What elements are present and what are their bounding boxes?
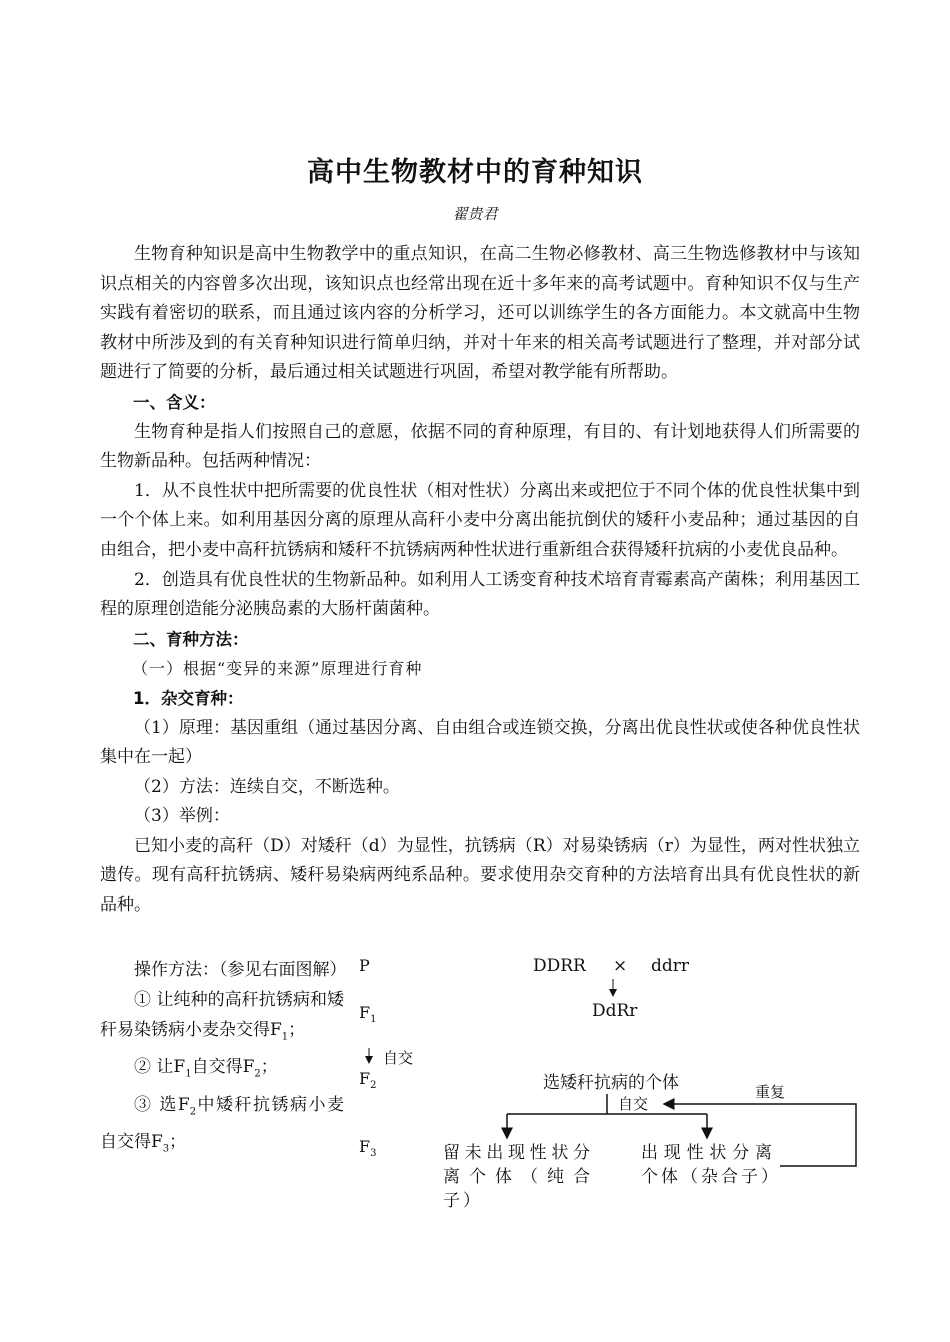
method-paragraph: （2）方法：连续自交，不断选种。 (134, 776, 400, 797)
generation-label-f3: $F_3$ (359, 1137, 377, 1160)
select-dwarf-resistant: 选矮秆抗病的个体 (543, 1073, 679, 1093)
document-author: 翟贵君 (452, 205, 498, 223)
generation-label-f2: $F_2$ (359, 1069, 377, 1092)
pure-individuals-box: 留未出现性状分离个体（纯合子） (443, 1143, 593, 1211)
f1-genotype: DdRr (592, 1001, 638, 1021)
meaning-item-1: 1．从不良性状中把所需要的优良性状（相对性状）分离出来或把位于不同个体的优良性状集中到一个个体上来。如利用基因分离的原理从高秆小麦中分离出能抗倒伏的矮秆小麦品种；通过基因的自由组合，把小麦中高秆抗锈病和矮秆不抗锈病两种性状进行重新组合获得矮秆抗病的小麦优良品种。 (100, 480, 860, 560)
intro-paragraph: 生物育种知识是高中生物教学中的重点知识，在高二生物必修教材、高三生物选修教材中与该知识点相关的内容曾多次出现，该知识点也经常出现在近十多年来的高考试题中。育种知识不仅与生产实践有着密切的联系，而且通过该内容的分析学习，还可以训练学生的各方面能力。本文就高中生物教材中所涉及到的有关育种知识进行简单归纳，并对十年来的相关高考试题进行了整理，并对部分试题进行了简要的分析，最后通过相关试题进行巩固，希望对教学能有所帮助。 (100, 244, 860, 383)
operation-step-2: ② 让$F_1$自交得$F_2$； (134, 1057, 278, 1080)
self-cross-label-1: 自交 (383, 1049, 414, 1067)
parent-genotype-2: ddrr (651, 956, 690, 976)
example-paragraph: 已知小麦的高秆（D）对矮秆（d）为显性，抗锈病（R）对易染锈病（r）为显性，两对性状独立遗传。现有高秆抗锈病、矮秆易染病两纯系品种。要求使用杂交育种的方法培育出具有优良性状的新品种。 (100, 835, 860, 916)
section-heading-methods: 二、育种方法： (133, 629, 249, 649)
cross-symbol: × (613, 956, 628, 976)
self-cross-label-2: 自交 (618, 1095, 649, 1113)
principle-paragraph: （1）原理：基因重组（通过基因分离、自由组合或连锁交换，分离出优良性状或使各种优良性状集中在一起） (100, 717, 860, 768)
parent-genotype-1: DDRR (533, 956, 586, 976)
operation-intro: 操作方法：（参见右面图解） (134, 960, 347, 980)
hetero-individuals-box: 出现性状分离个体（杂合子） (641, 1143, 781, 1187)
generation-label-p: P (359, 956, 370, 975)
meaning-item-2: 2．创造具有优良性状的生物新品种。如利用人工诱变育种技术培育青霉素高产菌株；利用基因工程的原理创造能分泌胰岛素的大肠杆菌菌种。 (100, 569, 860, 620)
meaning-paragraph: 生物育种是指人们按照自己的意愿，依据不同的育种原理，有目的、有计划地获得人们所需要的生物新品种。包括两种情况： (100, 421, 860, 472)
operation-step-3: ③ 选$F_2$中矮秆抗锈病小麦自交得$F_3$； (100, 1094, 345, 1155)
repeat-label: 重复 (755, 1083, 786, 1101)
section-heading-meaning: 一、含义： (133, 392, 216, 412)
subsection-hybrid-breeding: 1．杂交育种： (133, 688, 244, 708)
example-label: （3）举例： (134, 806, 230, 827)
operation-step-1: ① 让纯种的高秆抗锈病和矮秆易染锈病小麦杂交得$F_1$； (100, 990, 344, 1043)
subsection-variation-source: （一）根据“变异的来源”原理进行育种 (132, 659, 423, 679)
document-title: 高中生物教材中的育种知识 (307, 157, 643, 188)
generation-label-f1: $F_1$ (359, 1003, 377, 1026)
